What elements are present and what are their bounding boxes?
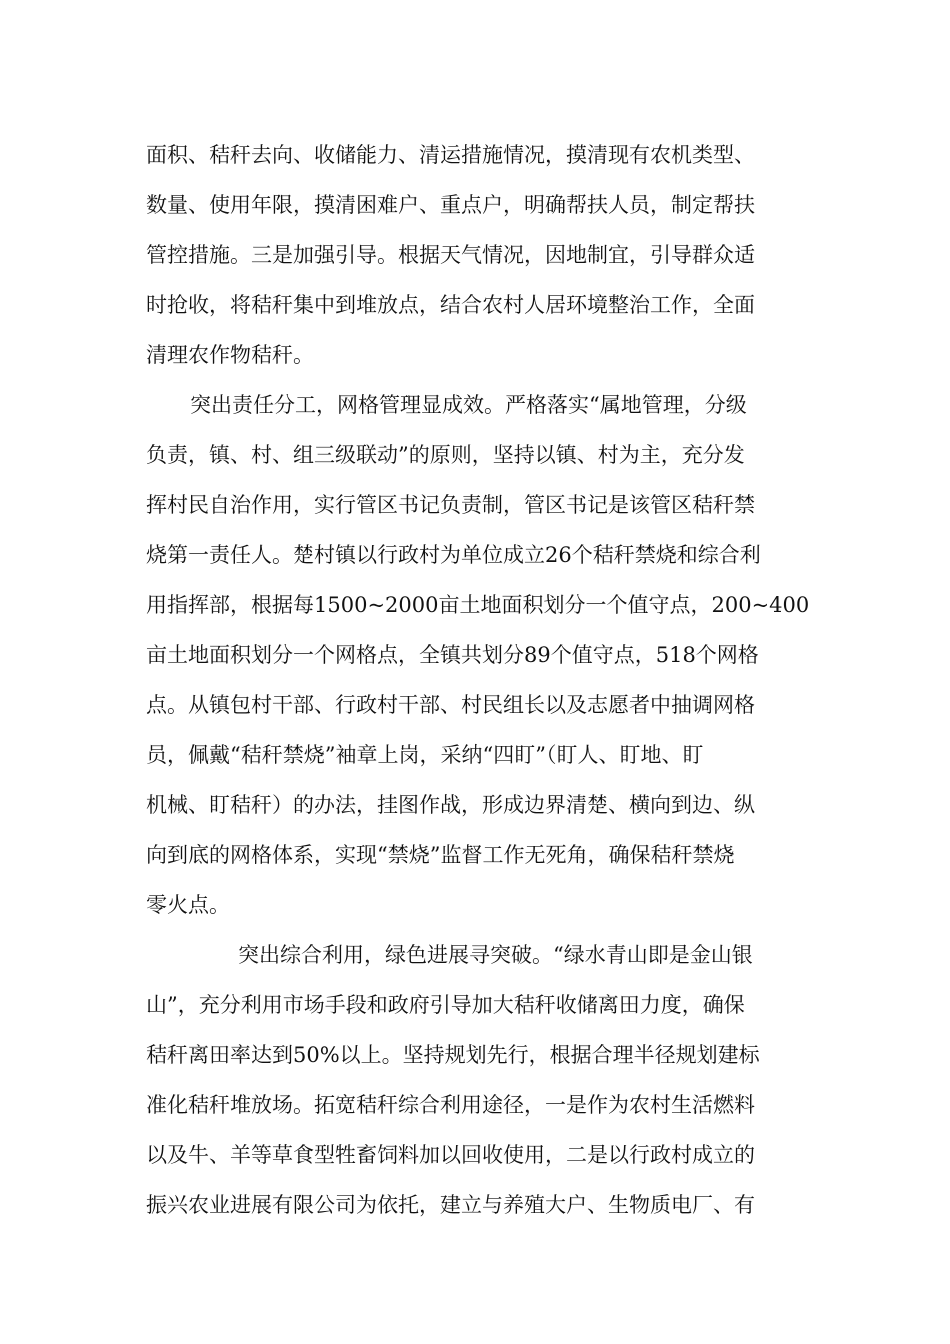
text-line: 以及牛、羊等草食型牲畜饲料加以回收使用，二是以行政村成立的 (146, 1143, 755, 1167)
document-body (146, 130, 826, 1230)
text-line: 秸秆离田率达到50%以上。坚持规划先行，根据合理半径规划建标 (146, 1043, 760, 1067)
text-line: 时抢收，将秸秆集中到堆放点，结合农村人居环境整治工作，全面 (146, 293, 755, 317)
text-line: 亩土地面积划分一个网格点，全镇共划分89个值守点，518个网格 (146, 643, 759, 667)
text-line: 准化秸秆堆放场。拓宽秸秆综合利用途径，一是作为农村生活燃料 (146, 1093, 755, 1117)
text-line: 负责，镇、村、组三级联动”的原则，坚持以镇、村为主，充分发 (146, 443, 745, 467)
text-line: 振兴农业进展有限公司为依托，建立与养殖大户、生物质电厂、有 (146, 1193, 755, 1217)
text-line: 用指挥部，根据每1500~2000亩土地面积划分一个值守点，200~400 (146, 593, 810, 617)
text-line: 点。从镇包村干部、行政村干部、村民组长以及志愿者中抽调网格 (146, 693, 755, 717)
text-line: 向到底的网格体系，实现“禁烧”监督工作无死角，确保秸秆禁烧 (146, 843, 735, 867)
text-line: 烧第一责任人。楚村镇以行政村为单位成立26个秸秆禁烧和综合利 (146, 543, 761, 567)
text-line: 清理农作物秸秆。 (146, 343, 314, 367)
text-line: 挥村民自治作用，实行管区书记负责制，管区书记是该管区秸秆禁 (146, 493, 755, 517)
text-line: 机械、盯秸秆）的办法，挂图作战，形成边界清楚、横向到边、纵 (146, 793, 755, 817)
text-line: 面积、秸秆去向、收储能力、清运措施情况，摸清现有农机类型、 (146, 143, 755, 167)
paragraph-start-line: 突出综合利用，绿色进展寻突破。“绿水青山即是金山银 (238, 943, 753, 967)
text-line: 数量、使用年限，摸清困难户、重点户，明确帮扶人员，制定帮扶 (146, 193, 755, 217)
text-line: 管控措施。三是加强引导。根据天气情况，因地制宜，引导群众适 (146, 243, 755, 267)
text-line: 山”，充分利用市场手段和政府引导加大秸秆收储离田力度，确保 (146, 993, 745, 1017)
text-line: 零火点。 (146, 893, 230, 917)
text-line: 员，佩戴“秸秆禁烧”袖章上岗，采纳“四盯”（盯人、盯地、盯 (146, 743, 704, 767)
paragraph-start-line: 突出责任分工，网格管理显成效。严格落实“属地管理，分级 (190, 393, 747, 417)
